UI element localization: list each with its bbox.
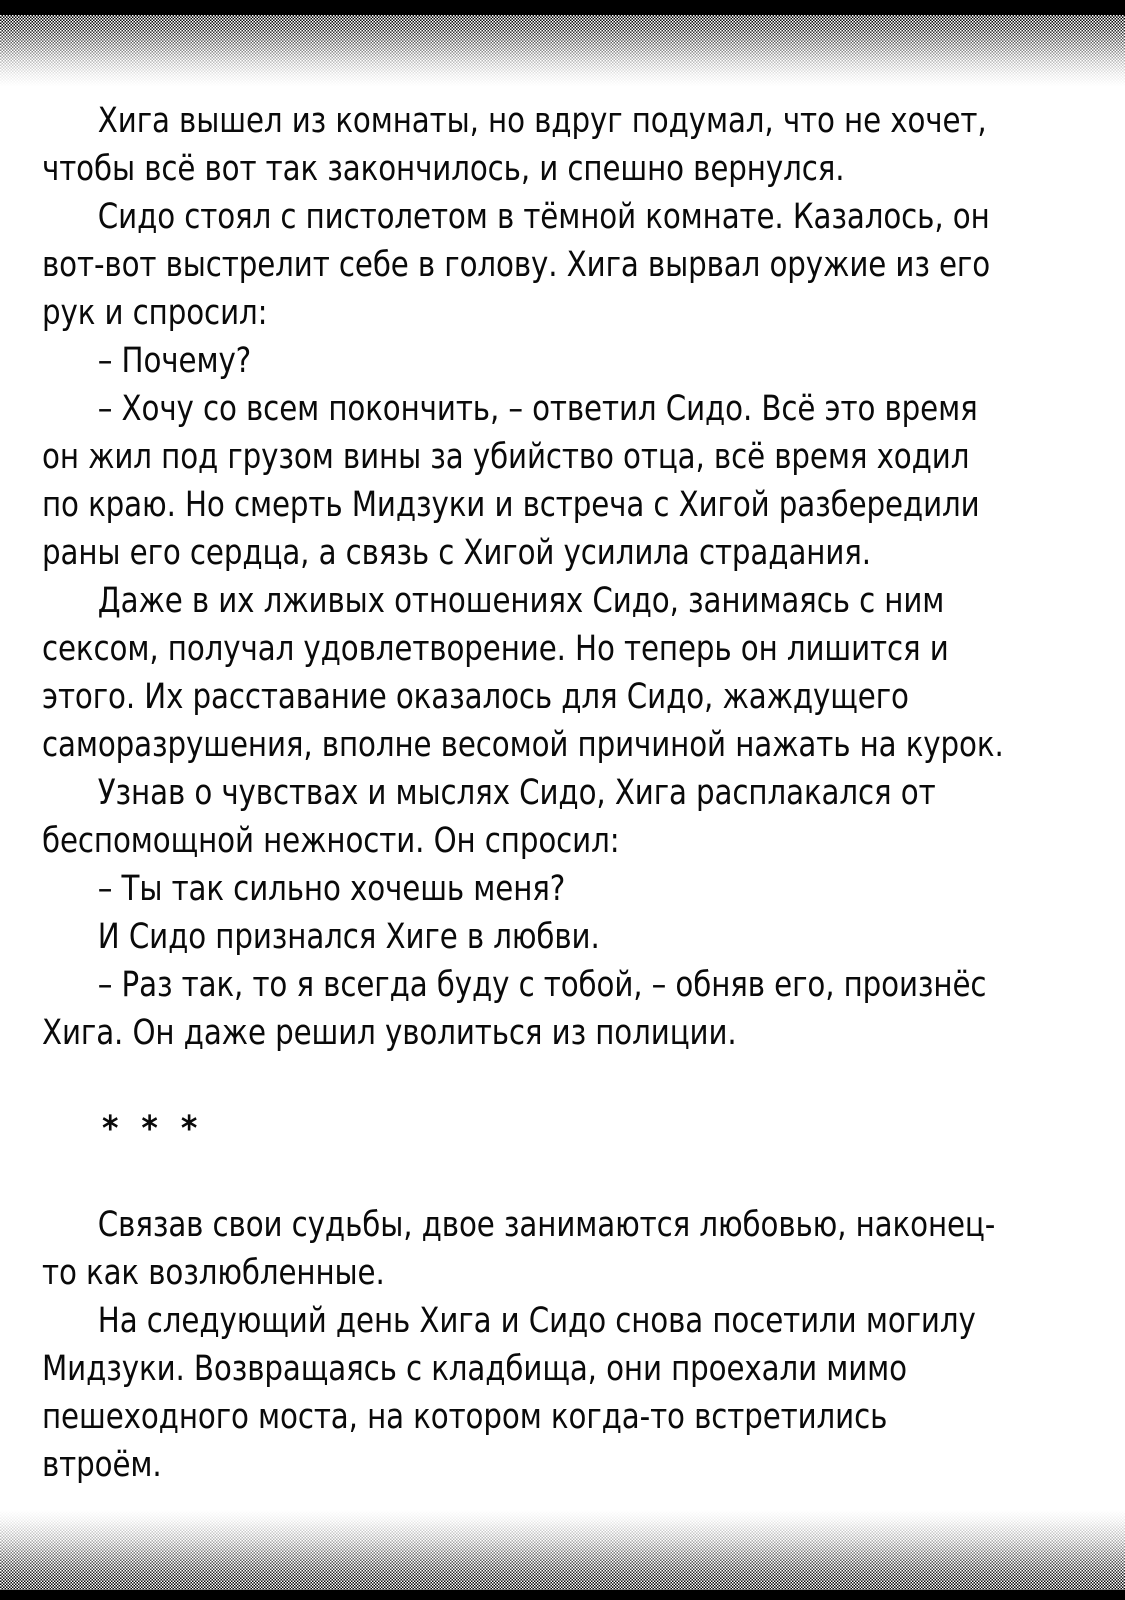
paragraph-11: На следующий день Хига и Сидо снова посетили могилу Мидзуки. Возвращаясь с кладбища, они проехали мимо пешеходного моста, на котором когда-то встретились втроём.: [42, 1301, 985, 1485]
grainy-black-top-edge: [0, 0, 1125, 86]
top-edge-solid-band: [0, 0, 1125, 17]
bottom-edge-solid-band: [0, 1588, 1125, 1600]
paragraph-4: – Хочу со всем покончить, – ответил Сидо. Всё это время он жил под грузом вины за убийство отца, всё время ходил по краю. Но смерть Мидзуки и встреча с Хигой разбередили раны его сердца, а связь с Хигой усилила страдания.: [42, 389, 989, 573]
noise-texture: [0, 15, 1125, 86]
paragraph-8: И Сидо признался Хиге в любви.: [97, 917, 600, 957]
noise-texture: [0, 1510, 1125, 1590]
bottom-edge-grain-band: [0, 1510, 1125, 1590]
paragraph-2: Сидо стоял с пистолетом в тёмной комнате. Казалось, он вот-вот выстрелит себе в голову. Хига вырвал оружие из его рук и спросил:: [42, 197, 1000, 333]
section-spacer-after: [42, 1153, 1087, 1201]
paragraph-9: – Раз так, то я всегда буду с тобой, – обняв его, произнёс Хига. Он даже решил уволиться из полиции.: [42, 965, 996, 1053]
paragraph-6: Узнав о чувствах и мыслях Сидо, Хига расплакался от беспомощной нежности. Он спросил:: [42, 773, 945, 861]
top-edge-grain-band: [0, 15, 1125, 86]
section-separator-asterisks: * * *: [102, 1109, 204, 1149]
section-spacer: [42, 1057, 1087, 1105]
grainy-black-bottom-edge: [0, 1510, 1125, 1600]
paragraph-10: Связав свои судьбы, двое занимаются любовью, наконец-то как возлюбленные.: [42, 1205, 996, 1293]
paragraph-3: – Почему?: [97, 341, 252, 381]
paragraph-5: Даже в их лживых отношениях Сидо, занимаясь с ним сексом, получал удовлетворение. Но теперь он лишится и этого. Их расставание оказалось для Сидо, жаждущего саморазрушения, вполне весомой причиной нажать на курок.: [42, 581, 1004, 765]
paragraph-1: Хига вышел из комнаты, но вдруг подумал, что не хочет, чтобы всё вот так закончилось, и спешно вернулся.: [42, 101, 996, 189]
page-text-body: [42, 97, 1087, 1489]
paragraph-7: – Ты так сильно хочешь меня?: [97, 869, 566, 909]
